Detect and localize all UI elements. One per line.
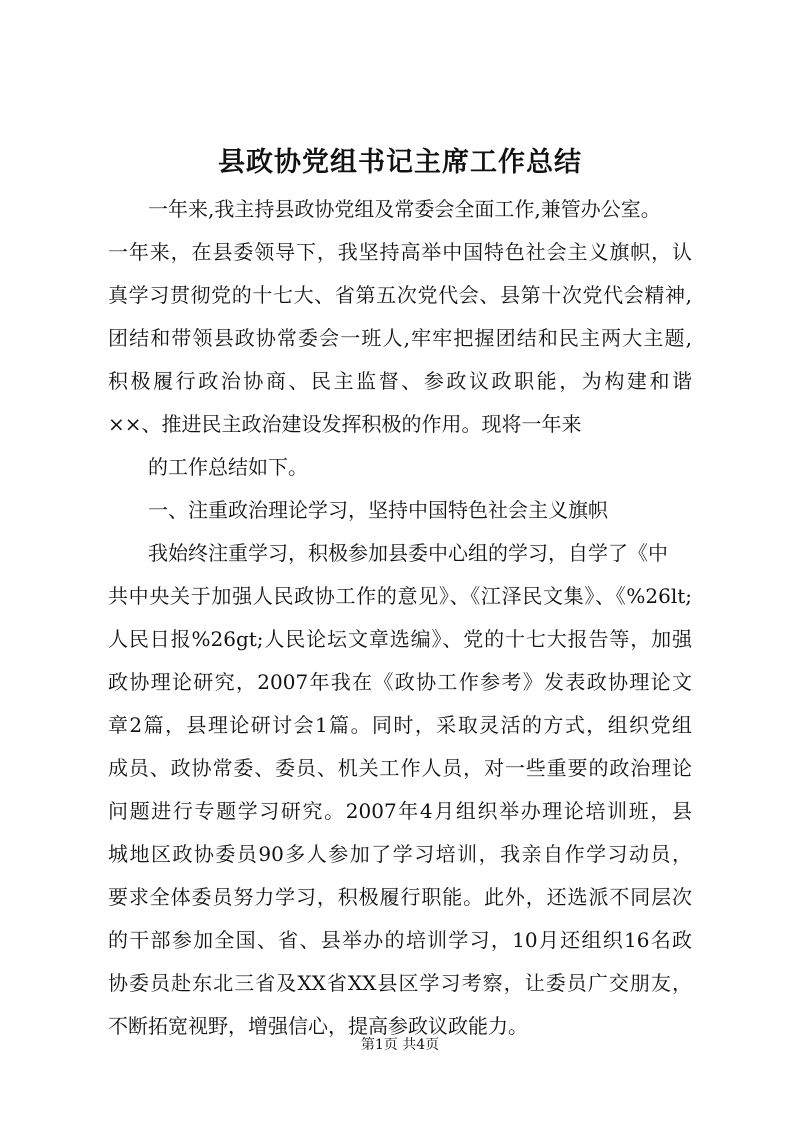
paragraph-line: 政协理论研究，2007年我在《政协工作参考》发表政协理论文: [108, 670, 692, 694]
paragraph-line: 一年来，在县委领导下，我坚持高举中国特色社会主义旗帜，认: [108, 240, 692, 264]
paragraph-line: ××、推进民主政治建设发挥积极的作用。现将一年来: [108, 412, 582, 436]
paragraph-line: 的工作总结如下。: [148, 455, 308, 479]
paragraph-line: 人民日报%26gt;人民论坛文章选编》、党的十七大报告等，加强: [108, 627, 692, 651]
paragraph-line: 要求全体委员努力学习，积极履行职能。此外，还选派不同层次: [108, 885, 692, 909]
paragraph-line: 一年来,我主持县政协党组及常委会全面工作,兼管办公室。: [148, 197, 661, 221]
page-number-footer: 第1页 共4页: [360, 1037, 440, 1053]
paragraph-line: 章2篇，县理论研讨会1篇。同时，采取灵活的方式，组织党组: [108, 713, 692, 737]
paragraph-line: 协委员赴东北三省及XX省XX县区学习考察，让委员广交朋友，: [108, 971, 692, 995]
paragraph-line: 问题进行专题学习研究。2007年4月组织举办理论培训班，县: [108, 799, 692, 823]
paragraph-line: 不断拓宽视野，增强信心，提高参政议政能力。: [108, 1014, 528, 1038]
paragraph-line: 积极履行政治协商、民主监督、参政议政职能，为构建和谐: [108, 369, 692, 393]
paragraph-line: 共中央关于加强人民政协工作的意见》、《江泽民文集》、《%26lt;: [108, 584, 692, 608]
paragraph-line: 真学习贯彻党的十七大、省第五次党代会、县第十次党代会精神,: [108, 283, 692, 307]
paragraph-line: 成员、政协常委、委员、机关工作人员，对一些重要的政治理论: [108, 756, 692, 780]
paragraph-line: 城地区政协委员90多人参加了学习培训，我亲自作学习动员，: [108, 842, 692, 866]
document-title: 县政协党组书记主席工作总结: [218, 147, 582, 178]
paragraph-line: 团结和带领县政协常委会一班人,牢牢把握团结和民主两大主题,: [108, 326, 692, 350]
paragraph-line: 的干部参加全国、省、县举办的培训学习，10月还组织16名政: [108, 928, 692, 952]
paragraph-line: 我始终注重学习，积极参加县委中心组的学习，自学了《中: [148, 541, 668, 565]
section-heading: 一、注重政治理论学习，坚持中国特色社会主义旗帜: [148, 498, 608, 522]
